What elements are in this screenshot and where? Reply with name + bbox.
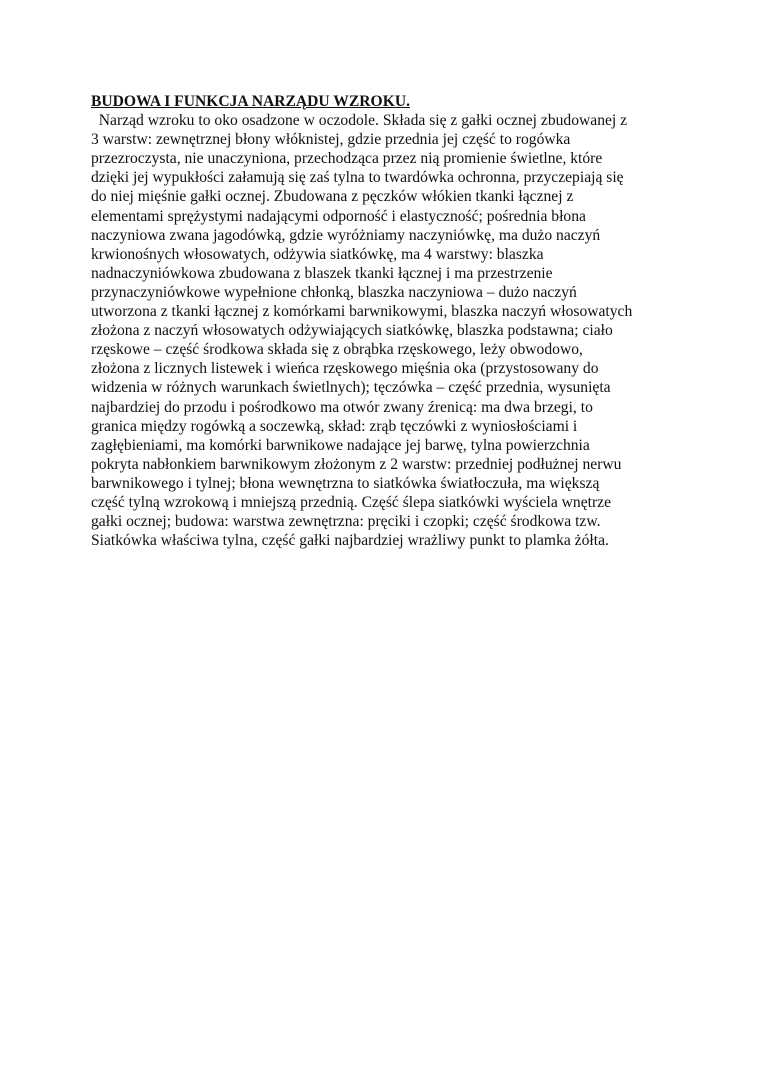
document-body bbox=[91, 92, 669, 550]
paragraph-line: Siatkówka właściwa tylna, część gałki najbardziej wrażliwy punkt to plamka żółta. bbox=[91, 532, 609, 550]
paragraph-line: zagłębieniami, ma komórki barwnikowe nadające jej barwę, tylna powierzchnia bbox=[91, 436, 590, 454]
paragraph-line: elementami sprężystymi nadającymi odporność i elastyczność; pośrednia błona bbox=[91, 207, 586, 225]
paragraph-line: 3 warstw: zewnętrznej błony włóknistej, gdzie przednia jej część to rogówka bbox=[91, 131, 571, 149]
paragraph-line: przynaczyniówkowe wypełnione chłonką, blaszka naczyniowa – dużo naczyń bbox=[91, 283, 577, 301]
paragraph-line: do niej mięśnie gałki ocznej. Zbudowana z pęczków włókien tkanki łącznej z bbox=[91, 188, 574, 206]
paragraph-line: pokryta nabłonkiem barwnikowym złożonym z 2 warstw: przedniej podłużnej nerwu bbox=[91, 455, 622, 473]
paragraph-line: złożona z naczyń włosowatych odżywiających siatkówkę, blaszka podstawna; ciało bbox=[91, 322, 613, 340]
paragraph-line: Narząd wzroku to oko osadzone w oczodole. Składa się z gałki ocznej zbudowanej z bbox=[91, 112, 628, 130]
paragraph-line: granica między rogówką a soczewką, skład: zrąb tęczówki z wyniosłościami i bbox=[91, 417, 578, 435]
paragraph-line: przezroczysta, nie unaczyniona, przechodząca przez nią promienie świetlne, które bbox=[91, 150, 603, 168]
paragraph-line: utworzona z tkanki łącznej z komórkami barwnikowymi, blaszka naczyń włosowatych bbox=[91, 303, 633, 321]
paragraph-line: krwionośnych włosowatych, odżywia siatkówkę, ma 4 warstwy: blaszka bbox=[91, 245, 544, 263]
paragraph-line: najbardziej do przodu i pośrodkowo ma otwór zwany źrenicą: ma dwa brzegi, to bbox=[91, 398, 593, 416]
paragraph-line: barwnikowego i tylnej; błona wewnętrzna to siatkówka światłoczuła, ma większą bbox=[91, 474, 600, 492]
paragraph-line: widzenia w różnych warunkach świetlnych); tęczówka – część przednia, wysunięta bbox=[91, 379, 611, 397]
paragraph-line: dzięki jej wypukłości załamują się zaś tylna to twardówka ochronna, przyczepiają się bbox=[91, 169, 624, 187]
document-paragraph bbox=[91, 111, 669, 550]
document-title: BUDOWA I FUNKCJA NARZĄDU WZROKU. bbox=[91, 93, 410, 110]
paragraph-line: rzęskowe – część środkowa składa się z obrąbka rzęskowego, leży obwodowo, bbox=[91, 341, 583, 359]
paragraph-line: naczyniowa zwana jagodówką, gdzie wyróżniamy naczyniówkę, ma dużo naczyń bbox=[91, 226, 601, 244]
paragraph-line: złożona z licznych listewek i wieńca rzęskowego mięśnia oka (przystosowany do bbox=[91, 360, 599, 378]
paragraph-line: gałki ocznej; budowa: warstwa zewnętrzna: pręciki i czopki; część środkowa tzw. bbox=[91, 513, 601, 531]
paragraph-line: nadnaczyniówkowa zbudowana z blaszek tkanki łącznej i ma przestrzenie bbox=[91, 264, 553, 282]
paragraph-line: część tylną wzrokową i mniejszą przednią. Część ślepa siatkówki wyściela wnętrze bbox=[91, 493, 612, 511]
